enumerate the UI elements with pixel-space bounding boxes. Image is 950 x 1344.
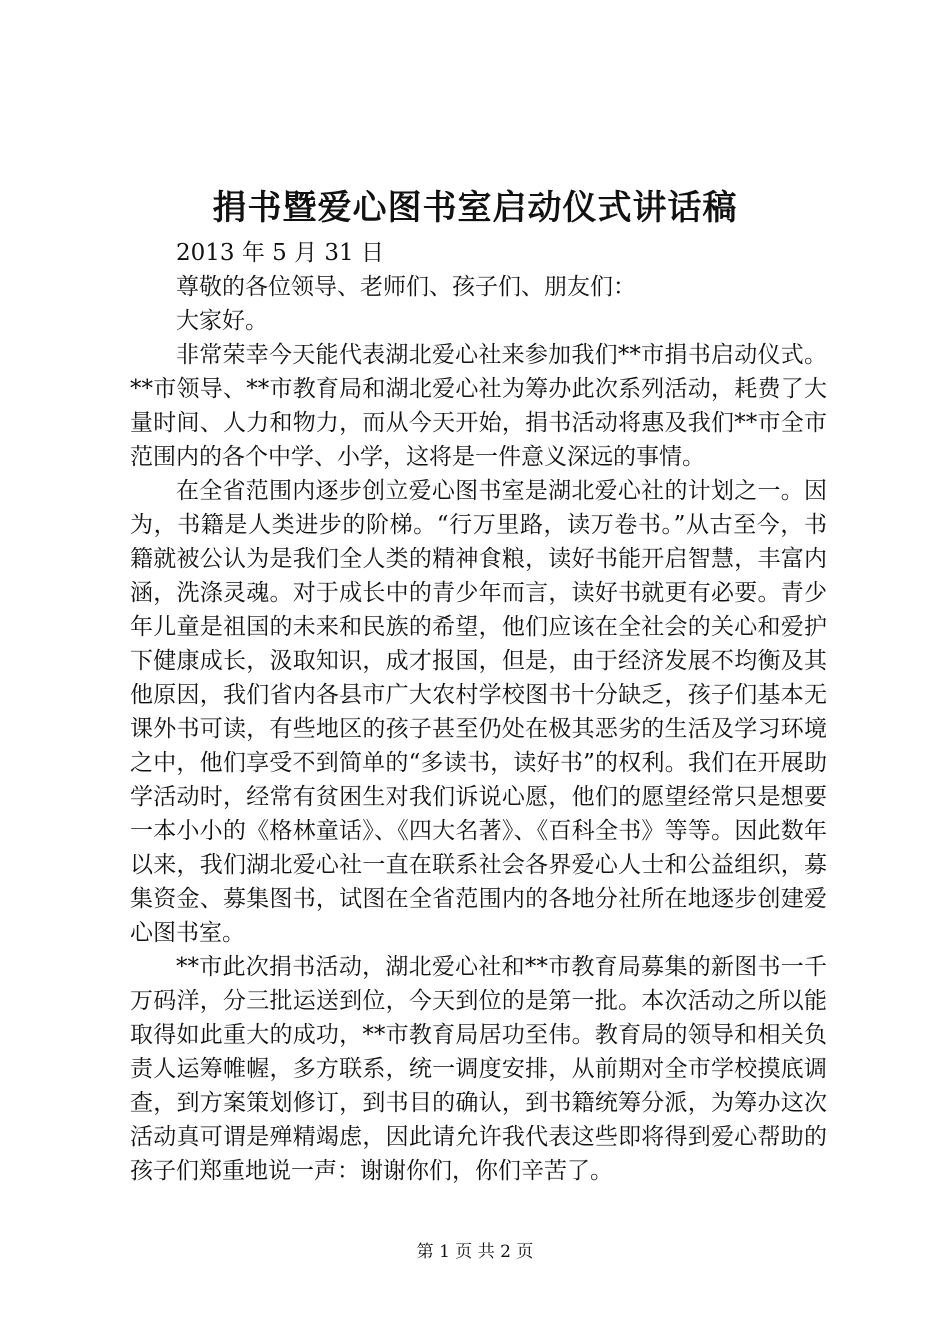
body-paragraph: **市此次捐书活动，湖北爱心社和**市教育局募集的新图书一千万码洋，分三批运送到位，今天到位的是第一批。本次活动之所以能取得如此重大的成功，**市教育局居功至伟。教育局的领导和相关负责人运筹帷幄，多方联系，统一调度安排，从前期对全市学校摸底调查，到方案策划修订，到书目的确认，到书籍统筹分派，为筹办这次活动真可谓是殚精竭虑，因此请允许我代表这些即将得到爱心帮助的孩子们郑重地说一声：谢谢你们，你们辛苦了。 <box>130 954 827 1184</box>
greeting-line: 大家好。 <box>176 308 268 334</box>
document-body <box>130 236 827 1188</box>
page-footer: 第 1 页 共 2 页 <box>416 1242 534 1262</box>
body-paragraph: 在全省范围内逐步创立爱心图书室是湖北爱心社的计划之一。因为，书籍是人类进步的阶梯。“行万里路，读万卷书。”从古至今，书籍就被公认为是我们全人类的精神食粮，读好书能开启智慧，丰富内涵，洗涤灵魂。对于成长中的青少年而言，读好书就更有必要。青少年儿童是祖国的未来和民族的希望，他们应该在全社会的关心和爱护下健康成长，汲取知识，成才报国，但是，由于经济发展不均衡及其他原因，我们省内各县市广大农村学校图书十分缺乏，孩子们基本无课外书可读，有些地区的孩子甚至仍处在极其恶劣的生活及学习环境之中，他们享受不到简单的“多读书，读好书”的权利。我们在开展助学活动时，经常有贫困生对我们诉说心愿，他们的愿望经常只是想要一本小小的《格林童话》、《四大名著》、《百科全书》等等。因此数年以来，我们湖北爱心社一直在联系社会各界爱心人士和公益组织，募集资金、募集图书，试图在全省范围内的各地分社所在地逐步创建爱心图书室。 <box>130 478 827 946</box>
document-title: 捐书暨爱心图书室启动仪式讲话稿 <box>212 188 738 228</box>
body-paragraph: 非常荣幸今天能代表湖北爱心社来参加我们**市捐书启动仪式。**市领导、**市教育局和湖北爱心社为筹办此次系列活动，耗费了大量时间、人力和物力，而从今天开始，捐书活动将惠及我们**市全市范围内的各个中学、小学，这将是一件意义深远的事情。 <box>130 342 827 470</box>
salutation-line: 尊敬的各位领导、老师们、孩子们、朋友们： <box>176 274 636 300</box>
date-line: 2013 年 5 月 31 日 <box>176 240 384 266</box>
